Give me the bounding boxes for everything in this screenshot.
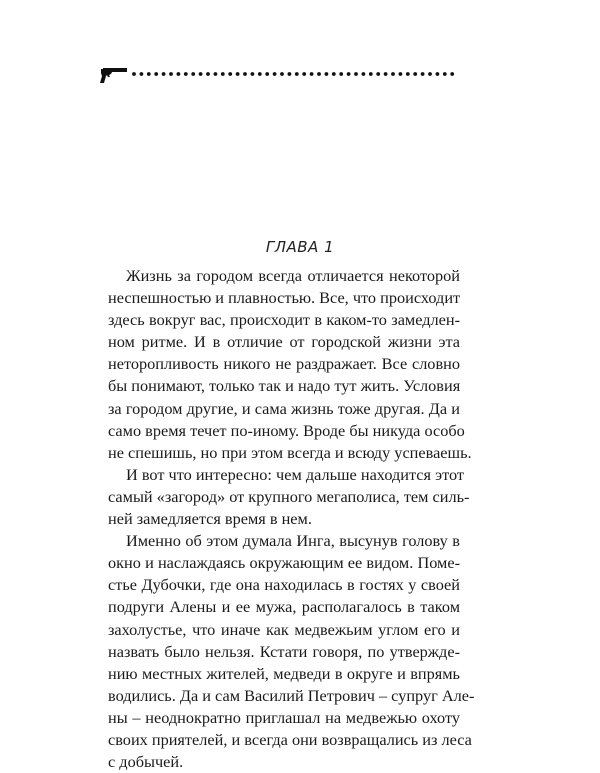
text-line: ном ритме. И в отличие от городской жизни эта xyxy=(108,332,460,352)
divider-dot xyxy=(236,72,240,76)
text-line: нию местных жителей, медведи в округе и впрямь xyxy=(108,663,460,683)
divider-dot xyxy=(288,72,292,76)
text-line: стье Дубочки, где она находилась в гостях у своей xyxy=(108,575,460,595)
divider-dot xyxy=(184,72,188,76)
text-line: захолустье, что иначе как медвежьим углом его и xyxy=(108,619,460,639)
text-line: само время течет по-иному. Вроде бы никуда особо xyxy=(108,420,465,440)
divider-dot xyxy=(347,72,351,76)
divider-dot xyxy=(325,72,329,76)
divider-dot xyxy=(273,72,277,76)
divider-dot xyxy=(265,72,269,76)
text-line: здесь вокруг вас, происходит в каком-то замедлен- xyxy=(108,310,460,330)
divider-dot xyxy=(251,72,255,76)
divider-dot xyxy=(384,72,388,76)
divider-dot xyxy=(362,72,366,76)
divider-dot xyxy=(147,72,151,76)
divider-dot xyxy=(191,72,195,76)
divider-dot xyxy=(199,72,203,76)
divider-dot xyxy=(443,72,447,76)
paragraph-2 xyxy=(108,464,470,530)
divider-dot xyxy=(413,72,417,76)
dotted-divider xyxy=(131,69,461,79)
divider-dot xyxy=(399,72,403,76)
divider-dot xyxy=(450,72,454,76)
divider-dot xyxy=(177,72,181,76)
divider-dot xyxy=(140,72,144,76)
divider-dot xyxy=(332,72,336,76)
page-header xyxy=(100,66,460,86)
divider-dot xyxy=(221,72,225,76)
chapter-title: ГЛАВА 1 xyxy=(265,238,335,256)
text-line: ны – неоднократно приглашал на медвежью охоту xyxy=(108,707,460,727)
divider-dot xyxy=(258,72,262,76)
divider-dot xyxy=(243,72,247,76)
text-line: не спешишь, но при этом всегда и всюду успеваешь. xyxy=(108,442,472,462)
divider-dot xyxy=(310,72,314,76)
divider-dot xyxy=(302,72,306,76)
text-line: водились. Да и сам Василий Петрович – супруг Але- xyxy=(108,685,475,705)
divider-dot xyxy=(214,72,218,76)
divider-dot xyxy=(154,72,158,76)
text-line: неспешностью и плавностью. Все, что происходит xyxy=(108,288,461,308)
text-line: подруги Алены и ее мужа, располагалось в таком xyxy=(108,597,460,617)
text-line: окно и наслаждаясь окружающим ее видом. Поме- xyxy=(108,553,460,573)
text-line: самый «загород» от крупного мегаполиса, тем силь- xyxy=(108,486,470,506)
divider-dot xyxy=(354,72,358,76)
text-line: И вот что интересно: чем дальше находится этот xyxy=(126,464,465,484)
divider-dot xyxy=(132,72,136,76)
text-line: Именно об этом думала Инга, высунув голову в xyxy=(126,531,460,551)
divider-dot xyxy=(436,72,440,76)
divider-dot xyxy=(295,72,299,76)
divider-dot xyxy=(162,72,166,76)
text-line: своих приятелей, и всегда они возвращались из леса xyxy=(108,729,472,749)
divider-dot xyxy=(280,72,284,76)
divider-dot xyxy=(206,72,210,76)
paragraph-3 xyxy=(108,530,475,773)
divider-dot xyxy=(428,72,432,76)
text-line: бы понимают, только так и надо тут жить. Условия xyxy=(108,376,461,396)
divider-dot xyxy=(228,72,232,76)
text-line: Жизнь за городом всегда отличается некоторой xyxy=(126,266,460,285)
revolver-icon xyxy=(100,66,128,86)
divider-dot xyxy=(391,72,395,76)
divider-dot xyxy=(169,72,173,76)
text-line: неторопливость никого не раздражает. Все словно xyxy=(108,354,460,374)
body-text xyxy=(108,265,475,773)
divider-dot xyxy=(369,72,373,76)
paragraph-1 xyxy=(108,265,472,464)
divider-dot xyxy=(317,72,321,76)
divider-dot xyxy=(421,72,425,76)
text-line: назвать было нельзя. Кстати говоря, по утвержде- xyxy=(108,641,460,661)
divider-dot xyxy=(376,72,380,76)
divider-dot xyxy=(339,72,343,76)
text-line: с добычей. xyxy=(108,752,184,772)
text-line: ней замедляется время в нем. xyxy=(108,509,312,529)
divider-dot xyxy=(406,72,410,76)
text-line: за городом другие, и сама жизнь тоже другая. Да и xyxy=(108,398,460,418)
